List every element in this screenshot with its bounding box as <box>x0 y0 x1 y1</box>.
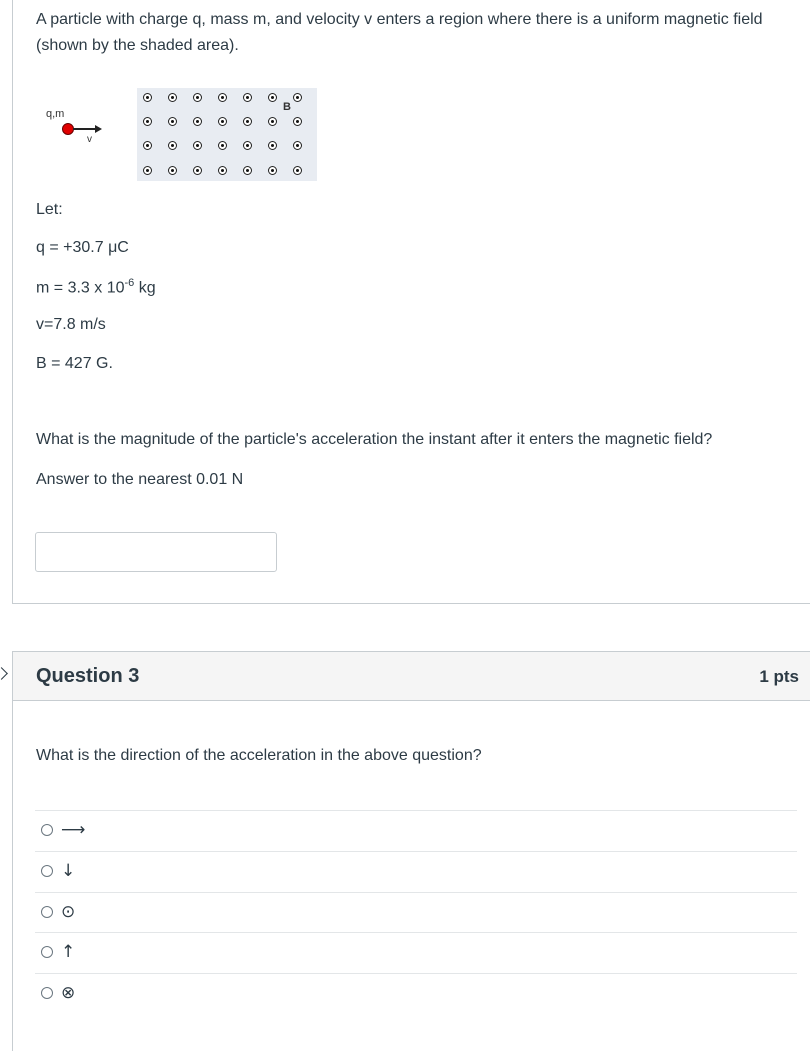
question-2-prompt: What is the magnitude of the particle's acceleration the instant after it enters the magnetic field? <box>36 431 713 448</box>
mass-value <box>36 277 156 297</box>
field-out-of-page-icon <box>193 141 202 150</box>
field-out-of-page-icon <box>243 117 252 126</box>
answer-instructions: Answer to the nearest 0.01 N <box>36 471 244 488</box>
question-3-prompt: What is the direction of the acceleration in the above question? <box>36 747 482 764</box>
answer-option-down[interactable] <box>35 851 797 891</box>
velocity-arrow-head <box>95 125 102 133</box>
option-label[interactable]: ↑ <box>61 942 76 962</box>
field-out-of-page-icon <box>193 117 202 126</box>
particle-label: q,m <box>46 108 65 120</box>
radio-button[interactable] <box>41 987 53 999</box>
radio-button[interactable] <box>41 865 53 877</box>
field-out-of-page-icon <box>243 93 252 102</box>
answer-option-into-page[interactable] <box>35 973 797 1013</box>
field-out-of-page-icon <box>218 141 227 150</box>
magnetic-field-region <box>137 88 317 181</box>
let-label: Let: <box>36 201 63 218</box>
field-label: B <box>283 101 291 113</box>
radio-button[interactable] <box>41 906 53 918</box>
question-3-header <box>13 651 810 701</box>
field-out-of-page-icon <box>293 93 302 102</box>
answer-option-right[interactable] <box>35 810 797 850</box>
field-out-of-page-icon <box>143 93 152 102</box>
option-label[interactable]: ⟶ <box>61 820 86 840</box>
answer-input[interactable] <box>35 532 277 572</box>
mass-value-base: m = 3.3 x 10 <box>36 279 125 297</box>
mass-unit: kg <box>134 279 156 297</box>
question-3-title: Question 3 <box>36 665 140 687</box>
magnetic-field-diagram <box>40 88 320 188</box>
field-out-of-page-icon <box>143 141 152 150</box>
option-label[interactable]: ↓ <box>61 861 76 881</box>
field-out-of-page-icon <box>268 166 277 175</box>
field-out-of-page-icon <box>168 93 177 102</box>
field-out-of-page-icon <box>168 141 177 150</box>
velocity-label: v <box>87 134 92 145</box>
answer-option-up[interactable] <box>35 932 797 972</box>
field-value: B = 427 G. <box>36 355 113 372</box>
question-2-intro: A particle with charge q, mass m, and velocity v enters a region where there is a uniform magnetic field (shown by the shaded area). <box>36 11 763 54</box>
field-out-of-page-icon <box>193 93 202 102</box>
charge-value: q = +30.7 μC <box>36 239 129 256</box>
field-out-of-page-icon <box>218 93 227 102</box>
field-out-of-page-icon <box>293 117 302 126</box>
field-out-of-page-icon <box>268 141 277 150</box>
field-out-of-page-icon <box>218 117 227 126</box>
question-3-points: 1 pts <box>759 667 799 686</box>
field-out-of-page-icon <box>168 117 177 126</box>
option-label[interactable]: ⊗ <box>61 983 76 1003</box>
answer-option-out-of-page[interactable] <box>35 892 797 932</box>
field-out-of-page-icon <box>168 166 177 175</box>
radio-button[interactable] <box>41 824 53 836</box>
field-out-of-page-icon <box>268 93 277 102</box>
field-out-of-page-icon <box>268 117 277 126</box>
velocity-value: v=7.8 m/s <box>36 316 106 333</box>
field-out-of-page-icon <box>143 117 152 126</box>
field-out-of-page-icon <box>243 166 252 175</box>
chevron-right-icon[interactable] <box>0 667 8 680</box>
mass-exponent: -6 <box>124 277 135 289</box>
option-label[interactable]: ⊙ <box>61 902 76 922</box>
radio-button[interactable] <box>41 946 53 958</box>
field-out-of-page-icon <box>193 166 202 175</box>
field-out-of-page-icon <box>243 141 252 150</box>
field-out-of-page-icon <box>293 141 302 150</box>
field-out-of-page-icon <box>143 166 152 175</box>
velocity-arrow-shaft <box>73 128 97 130</box>
field-out-of-page-icon <box>293 166 302 175</box>
field-out-of-page-icon <box>218 166 227 175</box>
